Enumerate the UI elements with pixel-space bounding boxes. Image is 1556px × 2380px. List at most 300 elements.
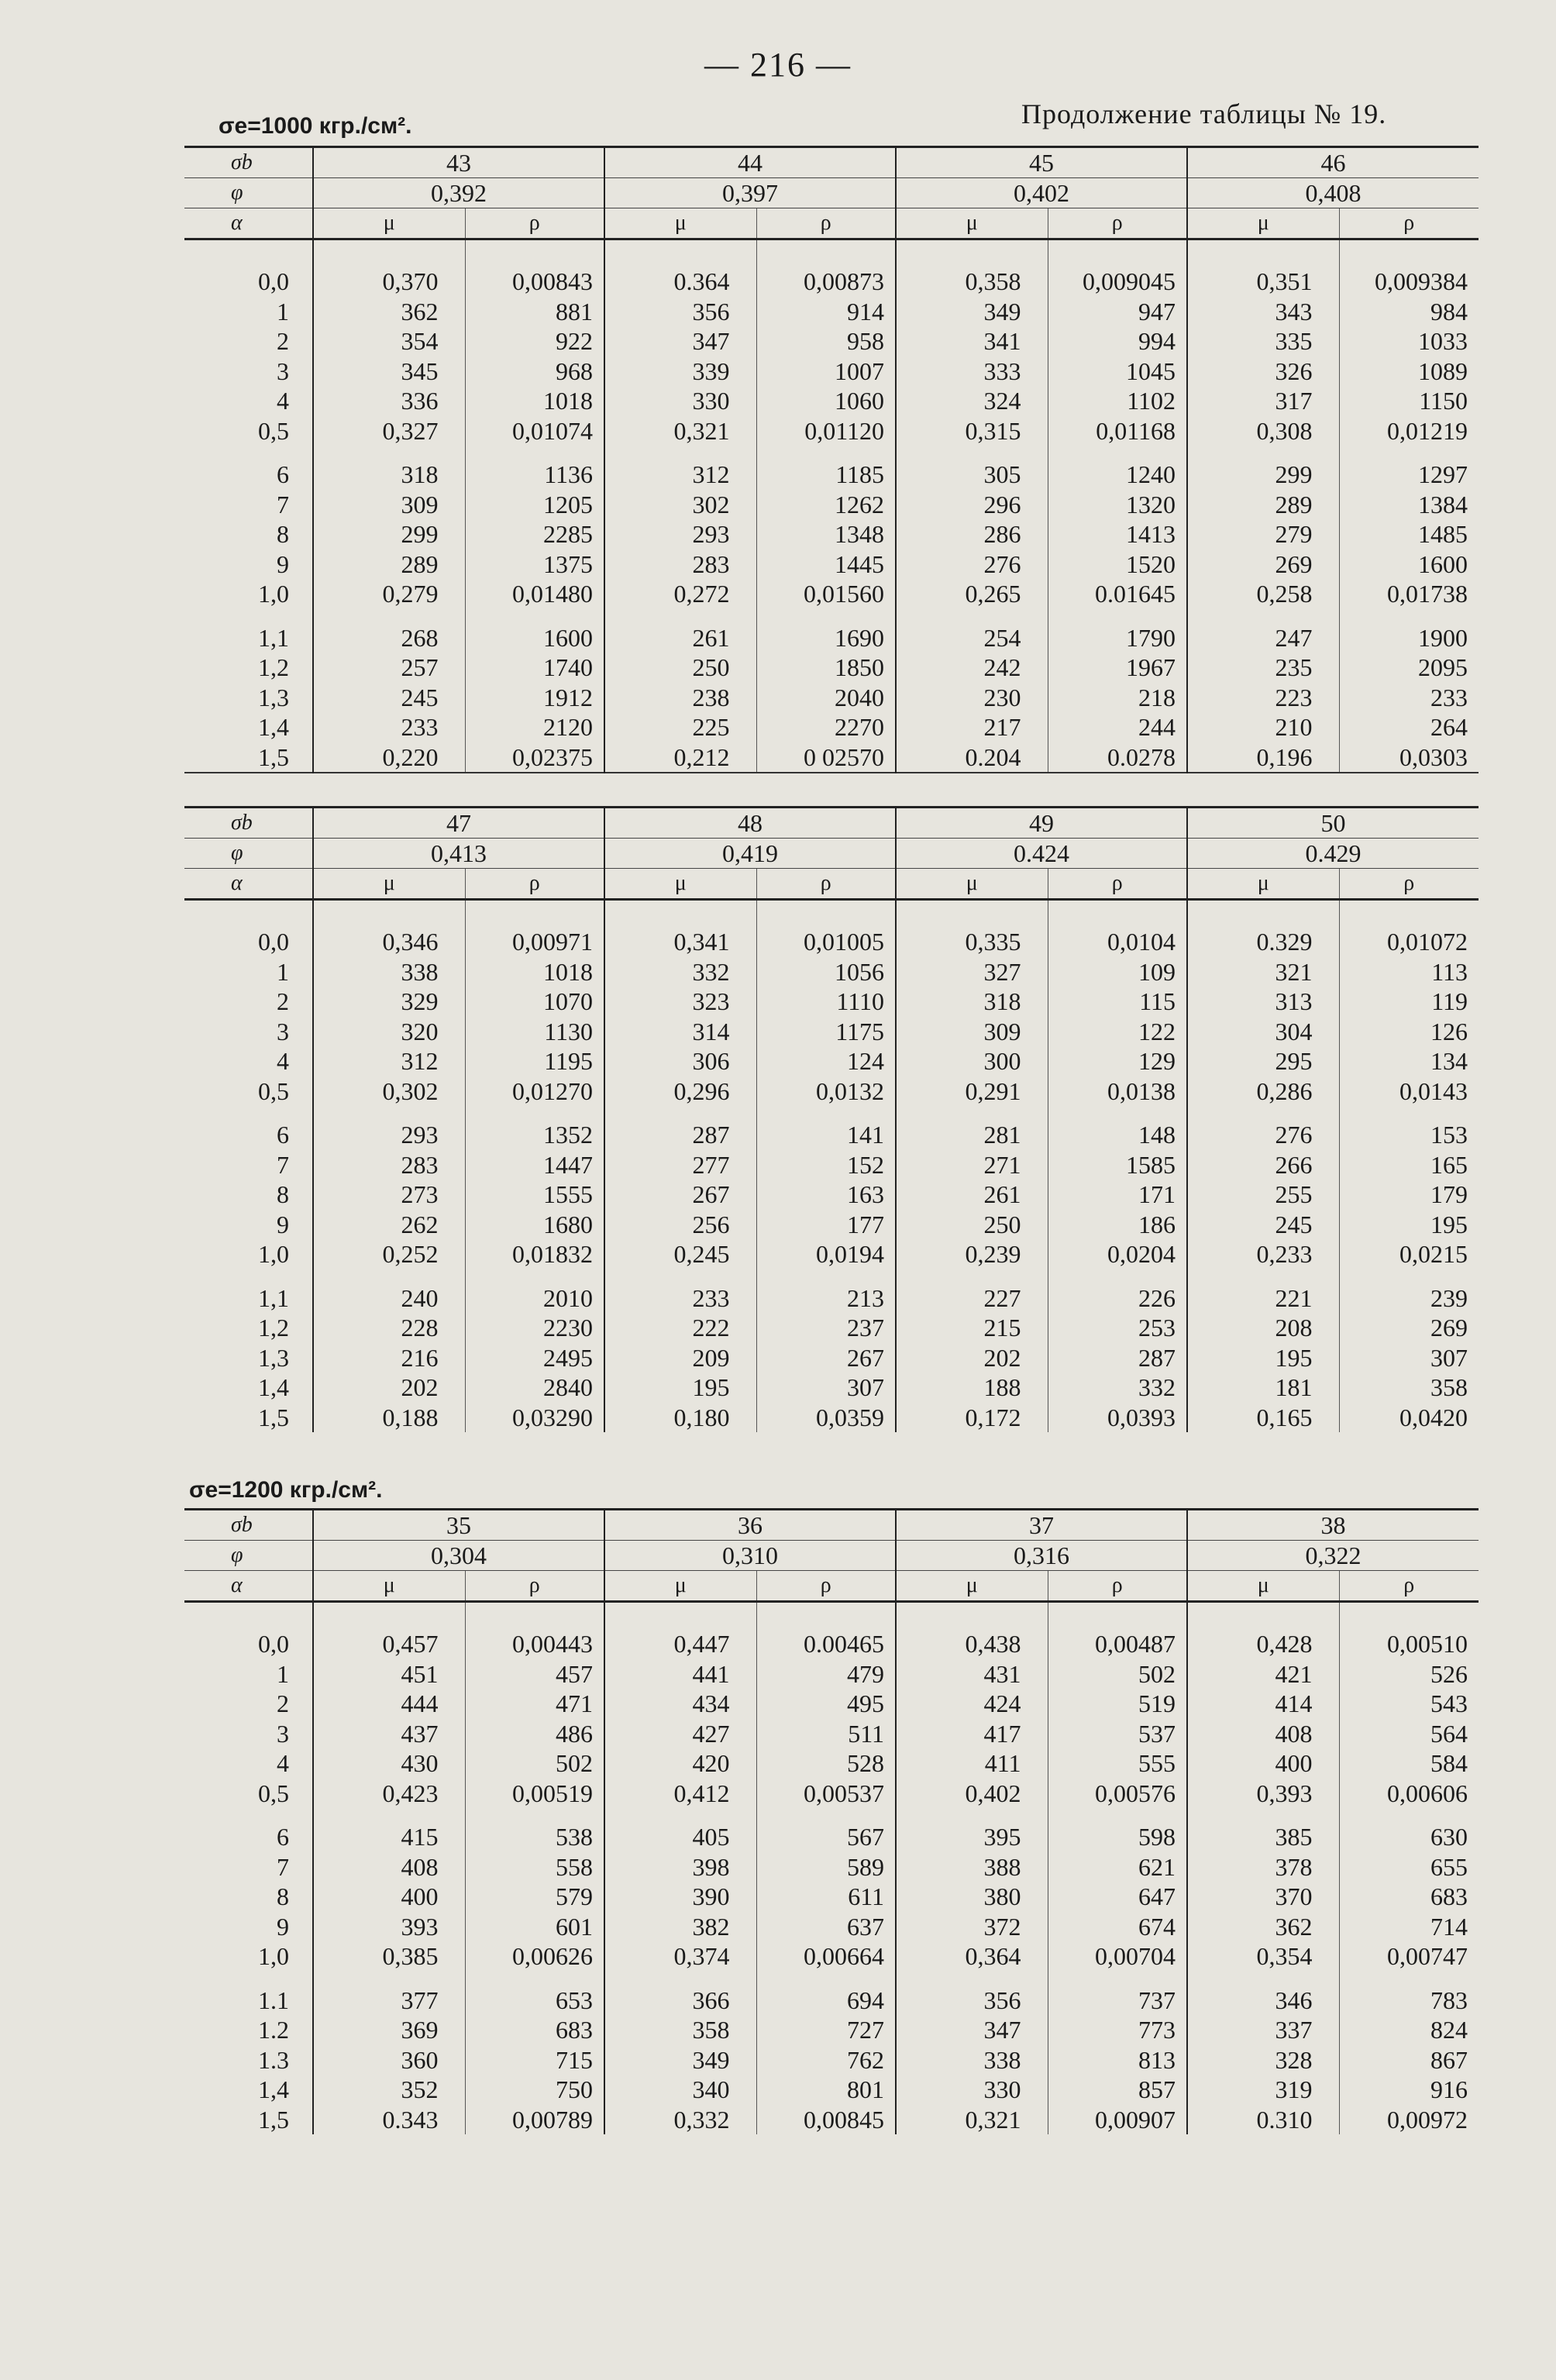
phi-value: 0,402: [896, 178, 1187, 208]
mu-cell: 266: [1187, 1150, 1339, 1180]
rho-cell: 1262: [756, 490, 896, 520]
mu-cell: 424: [896, 1689, 1048, 1719]
rho-cell: 1056: [756, 957, 896, 987]
rho-cell: 244: [1048, 712, 1187, 742]
spacer-cell: [1048, 1602, 1187, 1630]
rho-cell: 0,0393: [1048, 1403, 1187, 1433]
rho-cell: 1185: [756, 460, 896, 490]
header-row-phi: [184, 1541, 1479, 1571]
table-row: [184, 1017, 1479, 1047]
spacer-cell: [756, 1602, 896, 1630]
mu-cell: 0,315: [896, 416, 1048, 446]
rho-cell: 171: [1048, 1180, 1187, 1210]
mu-cell: 417: [896, 1719, 1048, 1749]
data-table-1: [184, 146, 1475, 773]
spacer-cell: [465, 1972, 604, 1986]
mu-cell: 202: [896, 1343, 1048, 1373]
mu-cell: 414: [1187, 1689, 1339, 1719]
mu-cell: 300: [896, 1046, 1048, 1076]
rho-cell: 119: [1339, 987, 1479, 1017]
mu-cell: 0,291: [896, 1076, 1048, 1107]
spacer-cell: [313, 239, 465, 267]
alpha-cell: 2: [277, 327, 289, 356]
spacer-cell: [184, 609, 313, 623]
rho-cell: 637: [756, 1912, 896, 1942]
rho-cell: 1045: [1048, 356, 1187, 387]
alpha-cell: 0,0: [258, 1630, 289, 1658]
spacer-cell: [313, 446, 465, 460]
alpha-cell: 1,1: [258, 623, 289, 652]
table-row: [184, 326, 1479, 356]
mu-cell: 269: [1187, 549, 1339, 580]
alpha-cell: 1,2: [258, 653, 289, 682]
mu-cell: 366: [604, 1986, 756, 2016]
rho-cell: 0,01120: [756, 416, 896, 446]
mu-cell: 268: [313, 623, 465, 653]
table-grid: [184, 1508, 1479, 2134]
spacer-cell: [1187, 900, 1339, 928]
rho-cell: 2010: [465, 1283, 604, 1314]
spacer-row: [184, 1269, 1479, 1283]
alpha-cell: 6: [277, 460, 289, 489]
spacer-cell: [465, 1602, 604, 1630]
mu-cell: 256: [604, 1210, 756, 1240]
spacer-cell: [1339, 1602, 1479, 1630]
alpha-cell: 1,5: [258, 1403, 289, 1431]
mu-cell: 330: [604, 386, 756, 416]
mu-cell: 338: [313, 957, 465, 987]
rho-cell: 783: [1339, 1986, 1479, 2016]
mu-cell: 327: [896, 957, 1048, 987]
spacer-cell: [1187, 239, 1339, 267]
alpha-cell: 1,3: [258, 683, 289, 711]
rho-cell: 0,00664: [756, 1941, 896, 1972]
rho-cell: 307: [1339, 1343, 1479, 1373]
rho-cell: 122: [1048, 1017, 1187, 1047]
spacer-cell: [1048, 1269, 1187, 1283]
mu-cell: 267: [604, 1180, 756, 1210]
rho-cell: 0,0215: [1339, 1239, 1479, 1269]
rho-cell: 0,0104: [1048, 927, 1187, 957]
mu-header: μ: [313, 1571, 465, 1602]
mu-cell: 437: [313, 1719, 465, 1749]
mu-cell: 0,370: [313, 267, 465, 297]
rho-cell: 0,00576: [1048, 1779, 1187, 1809]
spacer-cell: [896, 239, 1048, 267]
table-row: [184, 267, 1479, 297]
rho-cell: 237: [756, 1313, 896, 1343]
mu-cell: 314: [604, 1017, 756, 1047]
mu-cell: 257: [313, 653, 465, 683]
rho-cell: 177: [756, 1210, 896, 1240]
mu-cell: 228: [313, 1313, 465, 1343]
spacer-cell: [604, 609, 756, 623]
rho-cell: 1060: [756, 386, 896, 416]
rho-cell: 538: [465, 1822, 604, 1852]
mu-cell: 378: [1187, 1852, 1339, 1882]
alpha-cell: 1,2: [258, 1314, 289, 1342]
mu-cell: 235: [1187, 653, 1339, 683]
mu-cell: 421: [1187, 1659, 1339, 1689]
table-row: [184, 957, 1479, 987]
mu-cell: 254: [896, 623, 1048, 653]
phi-value: 0,419: [604, 839, 896, 869]
mu-cell: 349: [896, 297, 1048, 327]
mu-cell: 277: [604, 1150, 756, 1180]
mu-cell: 283: [313, 1150, 465, 1180]
mu-cell: 0,327: [313, 416, 465, 446]
mu-cell: 0,332: [604, 2105, 756, 2135]
spacer-cell: [1339, 239, 1479, 267]
rho-cell: 267: [756, 1343, 896, 1373]
mu-cell: 0,302: [313, 1076, 465, 1107]
phi-label: φ: [184, 178, 313, 208]
sigma-b-label: σb: [184, 147, 313, 178]
sigma-b-label: σb: [184, 1510, 313, 1541]
mu-cell: 279: [1187, 519, 1339, 549]
rho-cell: 0 02570: [756, 742, 896, 773]
spacer-cell: [184, 1106, 313, 1120]
rho-cell: 264: [1339, 712, 1479, 742]
mu-cell: 444: [313, 1689, 465, 1719]
alpha-cell: 2: [277, 987, 289, 1016]
mu-cell: 328: [1187, 2045, 1339, 2075]
spacer-cell: [756, 1269, 896, 1283]
rho-cell: 922: [465, 326, 604, 356]
mu-cell: 0,321: [604, 416, 756, 446]
mu-cell: 332: [604, 957, 756, 987]
mu-cell: 250: [604, 653, 756, 683]
rho-cell: 0,00907: [1048, 2105, 1187, 2135]
mu-cell: 0,393: [1187, 1779, 1339, 1809]
mu-cell: 0,220: [313, 742, 465, 773]
spacer-cell: [604, 239, 756, 267]
sigma-b-value: 46: [1187, 147, 1479, 178]
mu-cell: 0,279: [313, 579, 465, 609]
phi-value: 0,304: [313, 1541, 604, 1571]
rho-cell: 165: [1339, 1150, 1479, 1180]
mu-cell: 276: [1187, 1120, 1339, 1150]
rho-cell: 584: [1339, 1748, 1479, 1779]
data-table-2: [184, 806, 1475, 1432]
sigma-b-value: 49: [896, 808, 1187, 839]
rho-cell: 163: [756, 1180, 896, 1210]
rho-cell: 1850: [756, 653, 896, 683]
rho-cell: 457: [465, 1659, 604, 1689]
mu-cell: 306: [604, 1046, 756, 1076]
phi-value: 0,408: [1187, 178, 1479, 208]
spacer-cell: [465, 1269, 604, 1283]
sigma-b-value: 48: [604, 808, 896, 839]
mu-cell: 276: [896, 549, 1048, 580]
rho-cell: 213: [756, 1283, 896, 1314]
phi-value: 0.424: [896, 839, 1187, 869]
mu-cell: 312: [313, 1046, 465, 1076]
table-row: [184, 1629, 1479, 1659]
mu-cell: 382: [604, 1912, 756, 1942]
mu-cell: 233: [313, 712, 465, 742]
rho-cell: 0,0132: [756, 1076, 896, 1107]
mu-cell: 345: [313, 356, 465, 387]
rho-cell: 1967: [1048, 653, 1187, 683]
mu-cell: 0,346: [313, 927, 465, 957]
mu-cell: 0,457: [313, 1629, 465, 1659]
mu-cell: 250: [896, 1210, 1048, 1240]
rho-header: ρ: [1048, 1571, 1187, 1602]
rho-cell: 1102: [1048, 386, 1187, 416]
rho-cell: 0,01072: [1339, 927, 1479, 957]
spacer-row: [184, 239, 1479, 267]
mu-cell: 304: [1187, 1017, 1339, 1047]
mu-cell: 408: [313, 1852, 465, 1882]
rho-cell: 958: [756, 326, 896, 356]
rho-cell: 2040: [756, 683, 896, 713]
spacer-cell: [184, 1269, 313, 1283]
rho-cell: 0,01832: [465, 1239, 604, 1269]
alpha-cell: 1.3: [258, 2045, 289, 2074]
alpha-cell: 1: [277, 297, 289, 325]
spacer-cell: [756, 1106, 896, 1120]
table-row: [184, 1046, 1479, 1076]
spacer-cell: [1339, 1269, 1479, 1283]
alpha-cell: 0,5: [258, 1076, 289, 1105]
spacer-cell: [1187, 1269, 1339, 1283]
mu-cell: 309: [313, 490, 465, 520]
mu-cell: 395: [896, 1822, 1048, 1852]
rho-cell: 0,01005: [756, 927, 896, 957]
alpha-cell: 1,4: [258, 2075, 289, 2104]
table-row: [184, 1882, 1479, 1912]
mu-cell: 0,438: [896, 1629, 1048, 1659]
rho-cell: 558: [465, 1852, 604, 1882]
rho-cell: 0,00873: [756, 267, 896, 297]
rho-cell: 115: [1048, 987, 1187, 1017]
rho-cell: 0,0303: [1339, 742, 1479, 773]
spacer-cell: [1339, 1972, 1479, 1986]
mu-cell: 299: [313, 519, 465, 549]
spacer-cell: [604, 1106, 756, 1120]
rho-cell: 0,00537: [756, 1779, 896, 1809]
table-row: [184, 1659, 1479, 1689]
rho-cell: 714: [1339, 1912, 1479, 1942]
sigma-b-value: 36: [604, 1510, 896, 1541]
mu-cell: 346: [1187, 1986, 1339, 2016]
table-row: [184, 519, 1479, 549]
spacer-cell: [1339, 900, 1479, 928]
table-row: [184, 623, 1479, 653]
sigma-b-value: 43: [313, 147, 604, 178]
mu-header: μ: [1187, 869, 1339, 900]
mu-cell: 230: [896, 683, 1048, 713]
mu-cell: 0,272: [604, 579, 756, 609]
mu-cell: 188: [896, 1373, 1048, 1403]
rho-cell: 2285: [465, 519, 604, 549]
rho-cell: 218: [1048, 683, 1187, 713]
alpha-cell: 0,5: [258, 416, 289, 445]
spacer-cell: [1048, 239, 1187, 267]
rho-header: ρ: [1339, 869, 1479, 900]
rho-cell: 537: [1048, 1719, 1187, 1749]
rho-cell: 564: [1339, 1719, 1479, 1749]
rho-cell: 0.00465: [756, 1629, 896, 1659]
rho-cell: 1150: [1339, 386, 1479, 416]
table-row: [184, 579, 1479, 609]
rho-cell: 269: [1339, 1313, 1479, 1343]
mu-cell: 216: [313, 1343, 465, 1373]
mu-cell: 400: [313, 1882, 465, 1912]
alpha-cell: 2: [277, 1689, 289, 1718]
spacer-cell: [313, 1808, 465, 1822]
mu-cell: 286: [896, 519, 1048, 549]
alpha-label: α: [184, 208, 313, 239]
mu-cell: 318: [313, 460, 465, 490]
table-row: [184, 1373, 1479, 1403]
table-grid: [184, 806, 1479, 1432]
alpha-cell: 7: [277, 1150, 289, 1179]
phi-label: φ: [184, 1541, 313, 1571]
sigma-b-value: 45: [896, 147, 1187, 178]
mu-cell: 390: [604, 1882, 756, 1912]
rho-cell: 0.01645: [1048, 579, 1187, 609]
mu-cell: 195: [1187, 1343, 1339, 1373]
table-row: [184, 1239, 1479, 1269]
spacer-cell: [1187, 1808, 1339, 1822]
mu-cell: 302: [604, 490, 756, 520]
alpha-cell: 1,4: [258, 1373, 289, 1402]
rho-header: ρ: [756, 1571, 896, 1602]
alpha-cell: 1,1: [258, 1283, 289, 1312]
rho-cell: 0,009384: [1339, 267, 1479, 297]
phi-value: 0,392: [313, 178, 604, 208]
spacer-cell: [1048, 609, 1187, 623]
rho-cell: 1413: [1048, 519, 1187, 549]
rho-cell: 1007: [756, 356, 896, 387]
table-row: [184, 1986, 1479, 2016]
spacer-cell: [1339, 1106, 1479, 1120]
spacer-cell: [896, 1106, 1048, 1120]
mu-cell: 0,258: [1187, 579, 1339, 609]
mu-cell: 408: [1187, 1719, 1339, 1749]
mu-cell: 0,358: [896, 267, 1048, 297]
rho-cell: 486: [465, 1719, 604, 1749]
rho-cell: 0,0138: [1048, 1076, 1187, 1107]
rho-cell: 543: [1339, 1689, 1479, 1719]
rho-cell: 0,00972: [1339, 2105, 1479, 2135]
rho-cell: 134: [1339, 1046, 1479, 1076]
mu-cell: 356: [896, 1986, 1048, 2016]
mu-cell: 372: [896, 1912, 1048, 1942]
table-row: [184, 1852, 1479, 1882]
spacer-row: [184, 1602, 1479, 1630]
spacer-row: [184, 609, 1479, 623]
table-row: [184, 297, 1479, 327]
mu-cell: 338: [896, 2045, 1048, 2075]
mu-cell: 341: [896, 326, 1048, 356]
mu-cell: 333: [896, 356, 1048, 387]
mu-header: μ: [896, 1571, 1048, 1602]
mu-cell: 420: [604, 1748, 756, 1779]
mu-cell: 289: [313, 549, 465, 580]
rho-cell: 0,0143: [1339, 1076, 1479, 1107]
rho-cell: 471: [465, 1689, 604, 1719]
rho-cell: 1600: [1339, 549, 1479, 580]
mu-cell: 293: [604, 519, 756, 549]
rho-cell: 141: [756, 1120, 896, 1150]
mu-cell: 0.343: [313, 2105, 465, 2135]
rho-header: ρ: [1339, 208, 1479, 239]
spacer-cell: [465, 446, 604, 460]
table-row: [184, 1180, 1479, 1210]
mu-cell: 411: [896, 1748, 1048, 1779]
mu-cell: 0,447: [604, 1629, 756, 1659]
mu-cell: 343: [1187, 297, 1339, 327]
alpha-cell: 0,0: [258, 928, 289, 956]
rho-cell: 1375: [465, 549, 604, 580]
phi-value: 0.429: [1187, 839, 1479, 869]
rho-cell: 1297: [1339, 460, 1479, 490]
pressure-label: σe=1000 кгр./см².: [219, 113, 412, 139]
rho-cell: 0,02375: [465, 742, 604, 773]
rho-cell: 233: [1339, 683, 1479, 713]
table-row: [184, 653, 1479, 683]
spacer-cell: [1048, 446, 1187, 460]
table-row: [184, 356, 1479, 387]
mu-cell: 330: [896, 2075, 1048, 2105]
alpha-cell: 8: [277, 1882, 289, 1911]
rho-cell: 0,01270: [465, 1076, 604, 1107]
mu-cell: 0.310: [1187, 2105, 1339, 2135]
alpha-cell: 1,3: [258, 1343, 289, 1372]
rho-cell: 750: [465, 2075, 604, 2105]
page-number: — 216 —: [704, 46, 852, 84]
rho-cell: 239: [1339, 1283, 1479, 1314]
rho-cell: 1900: [1339, 623, 1479, 653]
mu-cell: 405: [604, 1822, 756, 1852]
spacer-cell: [1339, 446, 1479, 460]
rho-cell: 0,00443: [465, 1629, 604, 1659]
rho-header: ρ: [756, 208, 896, 239]
mu-cell: 289: [1187, 490, 1339, 520]
mu-cell: 293: [313, 1120, 465, 1150]
rho-cell: 113: [1339, 957, 1479, 987]
mu-cell: 388: [896, 1852, 1048, 1882]
spacer-cell: [756, 446, 896, 460]
mu-cell: 0,172: [896, 1403, 1048, 1433]
rho-cell: 226: [1048, 1283, 1187, 1314]
mu-header: μ: [1187, 1571, 1339, 1602]
rho-cell: 0,00971: [465, 927, 604, 957]
table-row: [184, 927, 1479, 957]
mu-cell: 430: [313, 1748, 465, 1779]
mu-cell: 261: [896, 1180, 1048, 1210]
rho-cell: 1520: [1048, 549, 1187, 580]
rho-cell: 630: [1339, 1822, 1479, 1852]
rho-cell: 153: [1339, 1120, 1479, 1150]
spacer-cell: [604, 900, 756, 928]
table-row: [184, 742, 1479, 773]
mu-cell: 362: [313, 297, 465, 327]
mu-cell: 245: [313, 683, 465, 713]
table-grid: [184, 146, 1479, 773]
mu-cell: 335: [1187, 326, 1339, 356]
rho-cell: 0,01219: [1339, 416, 1479, 446]
rho-cell: 914: [756, 297, 896, 327]
header-row-alpha: [184, 208, 1479, 239]
spacer-cell: [184, 446, 313, 460]
rho-cell: 1320: [1048, 490, 1187, 520]
spacer-cell: [756, 900, 896, 928]
mu-cell: 283: [604, 549, 756, 580]
